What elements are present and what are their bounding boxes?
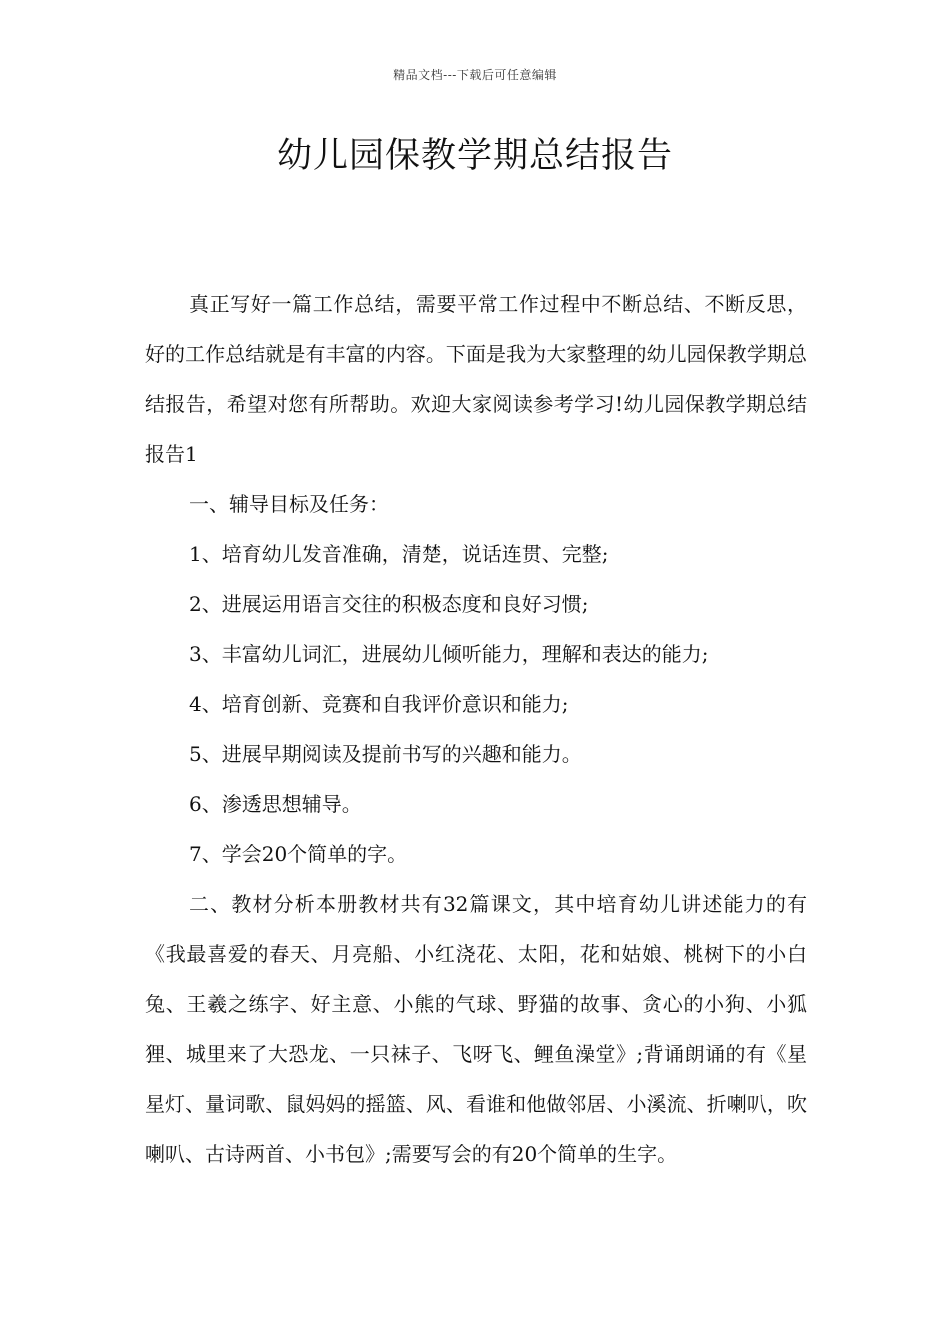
goal-item-5: 5、进展早期阅读及提前书写的兴趣和能力。 [189,742,582,766]
goal-item-3: 3、丰富幼儿词汇，进展幼儿倾听能力，理解和表达的能力; [189,642,709,666]
header-note: 精品文档---下载后可任意编辑 [393,68,557,82]
document-title: 幼儿园保教学期总结报告 [276,136,673,176]
goal-item-4: 4、培育创新、竞赛和自我评价意识和能力; [189,692,569,716]
section-heading-goals: 一、辅导目标及任务： [189,492,389,516]
goal-item-2: 2、进展运用语言交往的积极态度和良好习惯; [189,592,589,616]
document-body [145,279,807,1179]
intro-paragraph: 真正写好一篇工作总结，需要平常工作过程中不断总结、不断反思，好的工作总结就是有丰富的内容。下面是我为大家整理的幼儿园保教学期总结报告，希望对您有所帮助。欢迎大家阅读参考学习!幼儿园保教学期总结报告1 [145,292,807,466]
goal-item-1: 1、培育幼儿发音准确，清楚，说话连贯、完整; [189,542,609,566]
textbook-analysis-paragraph: 二、教材分析本册教材共有32篇课文，其中培育幼儿讲述能力的有《我最喜爱的春天、月亮船、小红浇花、太阳，花和姑娘、桃树下的小白兔、王羲之练字、好主意、小熊的气球、野猫的故事、贪心的小狗、小狐狸、城里来了大恐龙、一只袜子、飞呀飞、鲤鱼澡堂》;背诵朗诵的有《星星灯、量词歌、鼠妈妈的摇篮、风、看谁和他做邻居、小溪流、折喇叭，吹喇叭、古诗两首、小书包》;需要写会的有20个简单的生字。 [145,892,807,1166]
goal-item-7: 7、学会20个简单的字。 [189,842,408,866]
goal-item-6: 6、渗透思想辅导。 [189,792,362,816]
